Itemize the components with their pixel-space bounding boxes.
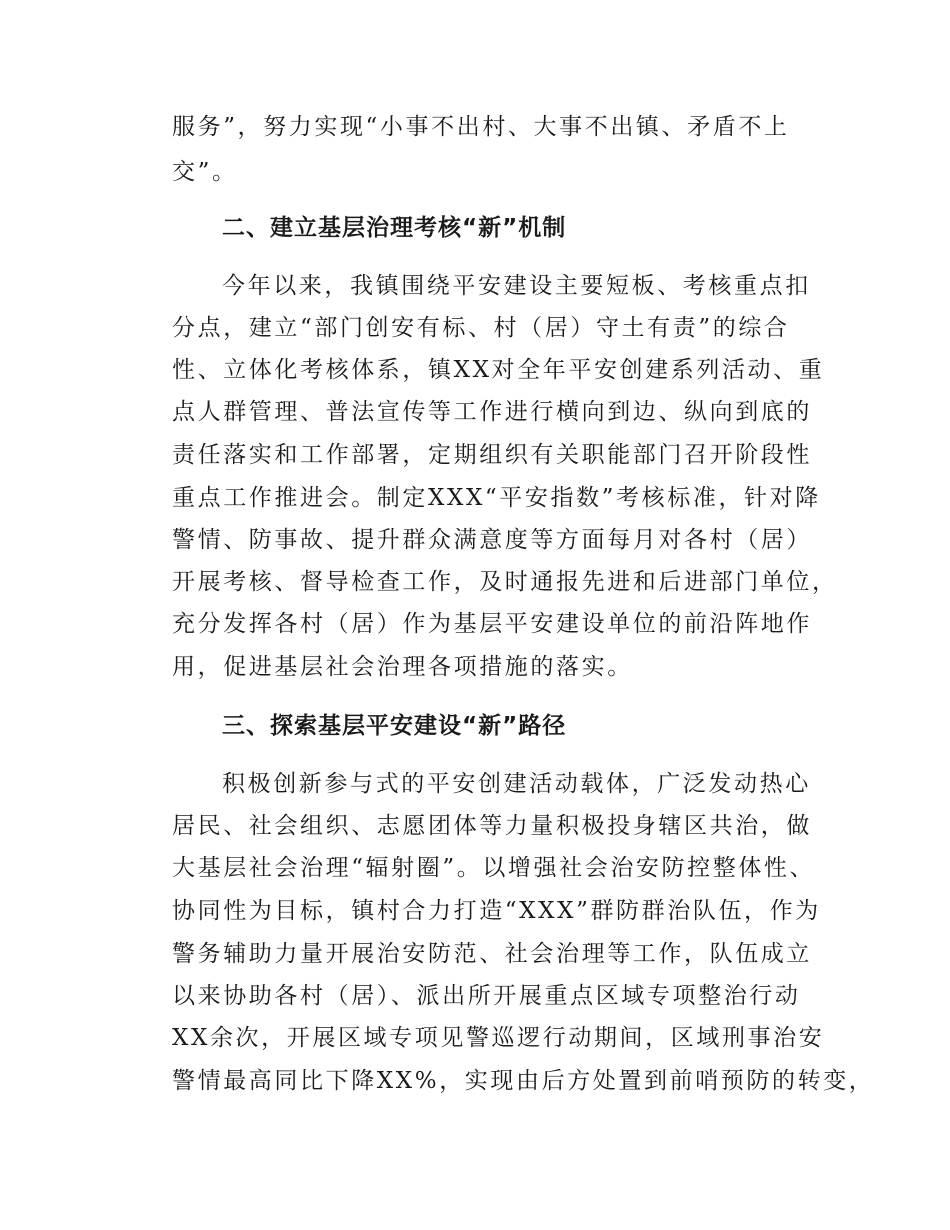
- paragraph-3-line-4: 协同性为目标，镇村合力打造“XXX”群防群治队伍，作为: [172, 898, 821, 924]
- section-heading-3: 三、探索基层平安建设“新”路径: [222, 713, 567, 739]
- paragraph-3-line-2: 居民、社会组织、志愿团体等力量积极投身辖区共治，做: [172, 813, 812, 839]
- paragraph-1-line-2: 交”。: [172, 159, 238, 185]
- paragraph-2-line-9: 充分发挥各村（居）作为基层平安建设单位的前沿阵地作: [172, 611, 812, 637]
- paragraph-2-line-8: 开展考核、督导检查工作，及时通报先进和后进部门单位，: [172, 569, 838, 595]
- paragraph-2-line-2: 分点，建立“部门创安有标、村（居）守土有责”的综合: [172, 315, 790, 341]
- paragraph-3-line-7: XX余次，开展区域专项见警巡逻行动期间，区域刑事治安: [172, 1025, 825, 1051]
- paragraph-2-line-7: 警情、防事故、提升群众满意度等方面每月对各村（居）: [172, 527, 812, 553]
- paragraph-2-line-1: 今年以来，我镇围绕平安建设主要短板、考核重点扣: [222, 273, 811, 299]
- paragraph-3-line-6: 以来协助各村（居）、派出所开展重点区域专项整治行动: [172, 983, 801, 1009]
- paragraph-2-line-5: 责任落实和工作部署，定期组织有关职能部门召开阶段性: [172, 442, 812, 468]
- paragraph-3-line-3: 大基层社会治理“辐射圈”。以增强社会治安防控整体性、: [172, 855, 816, 881]
- paragraph-2-line-4: 点人群管理、普法宣传等工作进行横向到边、纵向到底的: [172, 399, 812, 425]
- paragraph-3-line-8: 警情最高同比下降XX%，实现由后方处置到前哨预防的转变，: [172, 1068, 875, 1094]
- paragraph-2-line-3: 性、立体化考核体系，镇XX对全年平安创建系列活动、重: [172, 357, 825, 383]
- paragraph-1-line-1: 服务”，努力实现“小事不出村、大事不出镇、矛盾不上: [172, 114, 790, 140]
- paragraph-2-line-10: 用，促进基层社会治理各项措施的落实。: [172, 654, 633, 680]
- paragraph-2-line-6: 重点工作推进会。制定XXX“平安指数”考核标准，针对降: [172, 485, 821, 511]
- paragraph-3-line-5: 警务辅助力量开展治安防范、社会治理等工作，队伍成立: [172, 941, 812, 967]
- paragraph-3-line-1: 积极创新参与式的平安创建活动载体，广泛发动热心: [222, 771, 811, 797]
- section-heading-2: 二、建立基层治理考核“新”机制: [222, 215, 567, 241]
